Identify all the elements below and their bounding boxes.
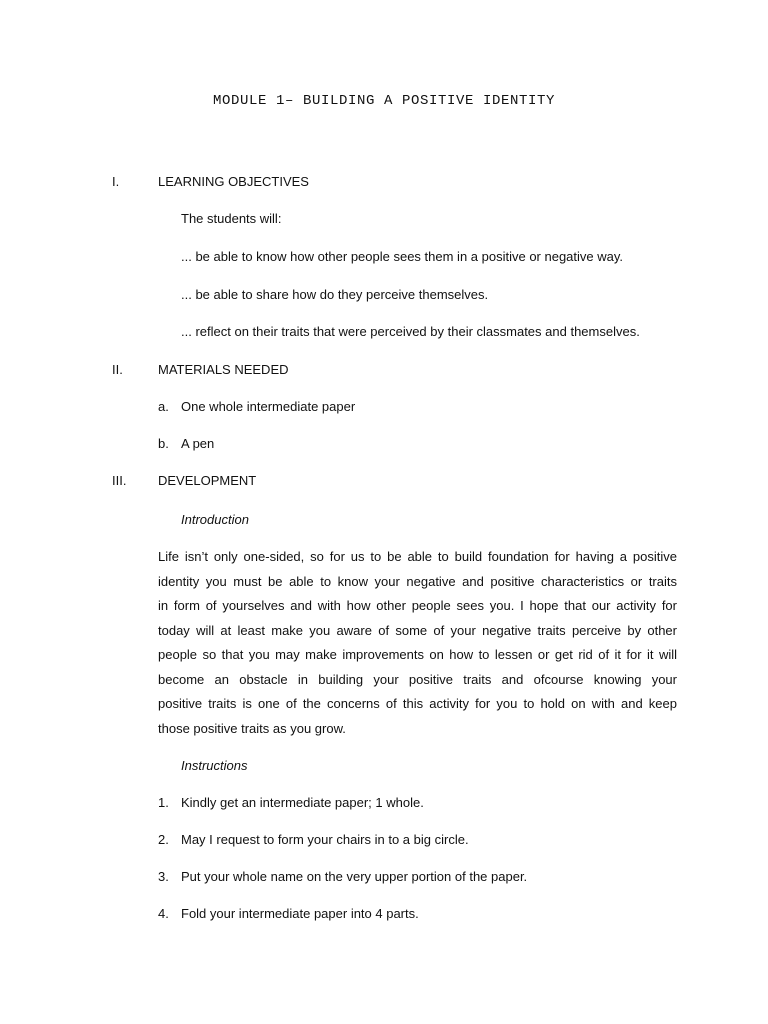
section-heading: DEVELOPMENT <box>158 473 257 488</box>
paragraph-line: people so that you may make improvements on how to lessen or get rid of it for it will <box>158 647 677 662</box>
list-marker: a. <box>158 399 169 414</box>
paragraph-line: become an obstacle in building your positive traits and ofcourse knowing your <box>158 671 677 687</box>
list-marker: 2. <box>158 832 169 847</box>
section-number: I. <box>112 174 120 189</box>
list-marker: 4. <box>158 906 169 921</box>
paragraph-line: Life isn’t only one-sided, so for us to be able to build foundation for having a positive <box>158 549 677 564</box>
paragraph-line: in form of yourselves and with how other people sees you. I hope that our activity for <box>158 598 677 613</box>
list-marker: b. <box>158 436 169 451</box>
objective-item: ... be able to know how other people sees them in a positive or negative way. <box>181 249 624 264</box>
paragraph-line: those positive traits as you grow. <box>158 720 346 736</box>
section-number: II. <box>112 362 123 377</box>
introduction-paragraph <box>158 545 677 741</box>
paragraph-line: identity you must be able to know your negative and positive characteristics or traits <box>158 573 677 589</box>
section-number: III. <box>112 473 127 488</box>
instructions-label: Instructions <box>181 758 248 773</box>
paragraph-line: today will at least make you aware of some of your negative traits perceive by other <box>158 622 677 638</box>
section-heading: LEARNING OBJECTIVES <box>158 174 309 189</box>
instruction-item: Put your whole name on the very upper portion of the paper. <box>181 869 528 884</box>
section-heading: MATERIALS NEEDED <box>158 362 289 377</box>
introduction-label: Introduction <box>181 512 249 527</box>
objective-item: ... reflect on their traits that were perceived by their classmates and themselves. <box>181 324 640 339</box>
paragraph-line: positive traits is one of the concerns of this activity for you to hold on with and keep <box>158 696 677 711</box>
instruction-item: Kindly get an intermediate paper; 1 whole. <box>181 795 424 810</box>
list-marker: 1. <box>158 795 169 810</box>
instruction-item: Fold your intermediate paper into 4 parts. <box>181 906 419 921</box>
objectives-lead: The students will: <box>181 211 282 226</box>
instruction-item: May I request to form your chairs in to a big circle. <box>181 832 469 847</box>
page-title: MODULE 1– BUILDING A POSITIVE IDENTITY <box>212 93 556 109</box>
objective-item: ... be able to share how do they perceive themselves. <box>181 287 489 302</box>
material-item: One whole intermediate paper <box>181 399 356 414</box>
list-marker: 3. <box>158 869 169 884</box>
material-item: A pen <box>181 436 215 451</box>
